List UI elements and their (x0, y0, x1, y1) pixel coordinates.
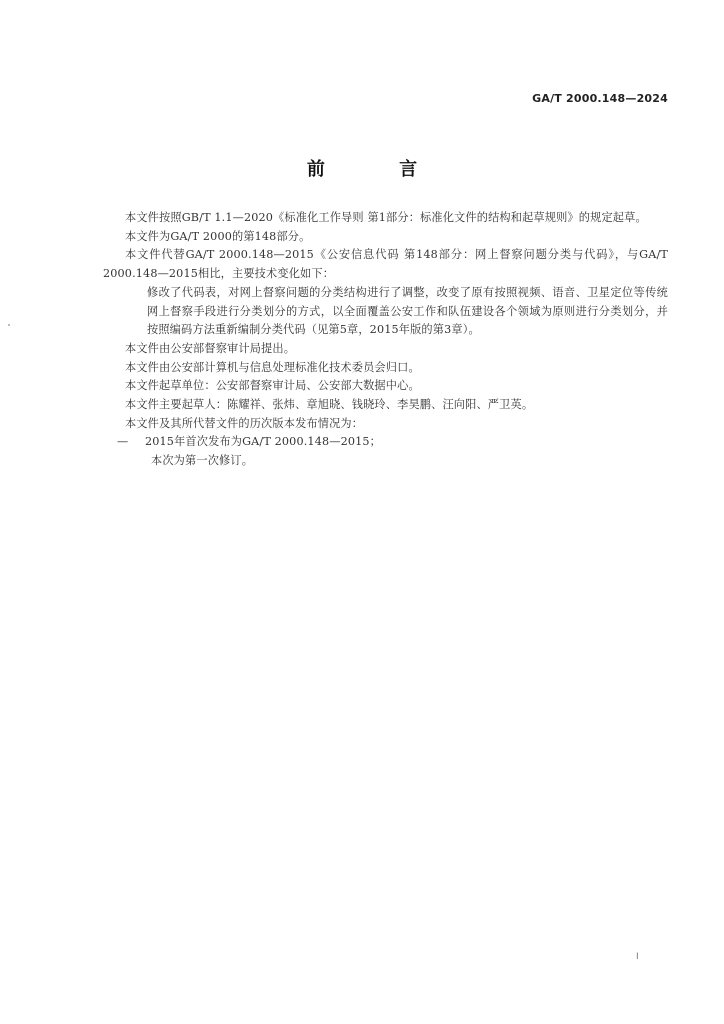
page-number: I (636, 952, 639, 962)
change-item: 修改了代码表，对网上督察问题的分类结构进行了调整，改变了原有按照视频、语音、卫星定位等传统网上督察手段进行分类划分的方式，以全面覆盖公安工作和队伍建设各个领域为原则进行分类划分，并按照编码方法重新编制分类代码（见第5章，2015年版的第3章）。 (147, 285, 668, 337)
history-first-release: 2015年首次发布为GA/T 2000.148—2015； (145, 435, 381, 449)
history-item (103, 433, 668, 452)
standard-code: GA/T 2000.148—2024 (532, 92, 668, 105)
paragraph-centralized-by: 本文件由公安部计算机与信息处理标准化技术委员会归口。 (125, 360, 420, 374)
paragraph-history-intro: 本文件及其所代替文件的历次版本发布情况为： (125, 416, 364, 430)
paragraph-proposed-by: 本文件由公安部督察审计局提出。 (125, 341, 296, 355)
paragraph-drafting-rules: 本文件按照GB/T 1.1—2020《标准化工作导则 第1部分：标准化文件的结构和起草规则》的规定起草。 (125, 211, 647, 224)
scan-artifact (8, 324, 10, 326)
history-current-revision: 本次为第一次修订。 (151, 454, 254, 468)
paragraph-drafting-units: 本文件起草单位：公安部督察审计局、公安部大数据中心。 (125, 379, 420, 393)
paragraph-part-number: 本文件为GA/T 2000的第148部分。 (125, 229, 311, 243)
dash-marker: — (117, 435, 129, 449)
paragraph-drafters: 本文件主要起草人：陈耀祥、张炜、章旭晓、钱晓玲、李昊鹏、汪向阳、严卫英。 (125, 398, 534, 412)
document-body (103, 209, 668, 471)
page-title: 前 言 (306, 159, 452, 180)
paragraph-replaces: 本文件代替GA/T 2000.148—2015《公安信息代码 第148部分：网上督察问题分类与代码》，与GA/T 2000.148—2015相比，主要技术变化如下： (103, 248, 668, 281)
